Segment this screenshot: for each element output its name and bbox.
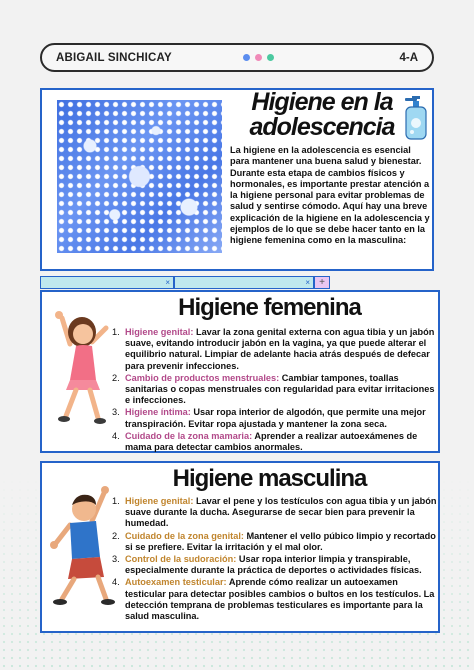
list-item: 2. Cuidado de la zona genital: Mantener el vello púbico limpio y recortado si se prefiere. Evitar la irritación y el mal olor. (112, 530, 436, 552)
item-text: Aprender a realizar autoexámenes de mama para detectar cambios anormales. (125, 430, 418, 453)
tab-1 (40, 276, 174, 289)
grade-label: 4-A (399, 52, 418, 64)
female-hygiene-list (110, 327, 438, 454)
item-label: Control de la sudoración: (125, 554, 237, 565)
student-name: ABIGAIL SINCHICAY (56, 52, 172, 64)
male-hygiene-section (40, 461, 440, 633)
item-text: Mantener el vello púbico limpio y recortado si se prefiere. Evitar la irritación y el mal olor. (125, 530, 436, 552)
item-label: Cuidado de la zona genital: (125, 530, 244, 541)
item-label: Autoexamen testicular: (125, 577, 227, 588)
soap-bottle-icon (402, 96, 428, 140)
intro-title: Higiene en la adolescencia (249, 88, 395, 141)
item-text: Usar ropa interior de algodón, que permite una mejor transpiración. Evitar ropa ajustada y mantener la zona seca. (125, 407, 426, 429)
item-label: Cuidado de la zona mamaria: (125, 430, 253, 441)
dot-blue (243, 54, 250, 61)
male-section-title: Higiene masculina (172, 465, 367, 492)
close-icon: × (165, 278, 170, 287)
male-hygiene-list (110, 496, 438, 623)
list-item: 3. Control de la sudoración: Usar ropa interior limpia y transpirable, especialmente durante la práctica de deportes o actividades físicas. (112, 554, 422, 576)
boy-illustration (46, 481, 118, 611)
item-label: Higiene íntima: (125, 407, 191, 418)
list-item: 1. Higiene genital: Lavar la zona genital externa con agua tibia y un jabón suave, evitando introducir jabón en la vagina, ya que puede alterar el equilibrio natural. Limpiar de adelante hacia atrás después de defecar para prevenir infecciones. (112, 327, 435, 371)
tab-2 (174, 276, 314, 289)
list-item: 4. Cuidado de la zona mamaria: Aprender a realizar autoexámenes de mama para detectar cambios anormales. (112, 430, 418, 453)
item-label: Higiene genital: (125, 496, 194, 506)
female-section-title: Higiene femenina (178, 294, 361, 321)
intro-paragraph: La higiene en la adolescencia es esencial para mantener una buena salud y bienestar. Durante esta etapa de cambios físicos y hormonales, es importante prestar atención a la higiene personal para evitar problemas de salud y sentirse cómodo. Aquí hay una breve explicación de la higiene en la adolescencia y ejemplos de lo que se debe hacer tanto en la higiene femenina como en la masculina: (230, 145, 430, 246)
item-label: Cambio de productos menstruales: (125, 372, 280, 383)
list-item: 3. Higiene íntima: Usar ropa interior de algodón, que permite una mejor transpiración. Evitar ropa ajustada y mantener la zona seca. (112, 407, 426, 429)
dot-pink (255, 54, 262, 61)
decorative-tab-bar (40, 276, 330, 289)
item-text: Usar ropa interior limpia y transpirable, especialmente durante la práctica de deportes o actividades físicas. (125, 554, 422, 576)
list-item: 1. Higiene genital: Lavar el pene y los testículos con agua tibia y un jabón suave durante la ducha. Asegurarse de secar bien para prevenir la humedad. (112, 496, 437, 529)
female-hygiene-section (40, 290, 440, 453)
add-tab (314, 276, 330, 289)
dot-green (267, 54, 274, 61)
header-bar (40, 43, 434, 72)
item-label: Higiene genital: (125, 327, 194, 337)
close-icon: × (305, 278, 310, 287)
intro-section (40, 88, 434, 271)
girl-illustration (48, 298, 112, 430)
soap-bubbles-image (57, 100, 222, 253)
item-text: Aprende cómo realizar un autoexamen testicular para detectar posibles cambios o bultos en los testículos. La detección temprana de problemas testiculares es importante para la salud masculina. (125, 577, 435, 622)
list-item: 4. Autoexamen testicular: Aprende cómo realizar un autoexamen testicular para detectar posibles cambios o bultos en los testículos. La detección temprana de problemas testiculares es importante para la salud masculina. (112, 577, 435, 622)
plus-icon: + (319, 277, 325, 288)
list-item: 2. Cambio de productos menstruales: Cambiar tampones, toallas sanitarias o copas menstruales con regularidad para evitar irritaciones e infecciones. (112, 372, 435, 406)
item-text: Lavar la zona genital externa con agua tibia y un jabón suave, evitando introducir jabón en la vagina, ya que puede alterar el equilibrio natural. Limpiar de adelante hacia atrás después de defecar para prevenir infecciones. (125, 327, 435, 371)
item-text: Cambiar tampones, toallas sanitarias o copas menstruales con regularidad para evitar irritaciones e infecciones. (125, 372, 435, 406)
item-text: Lavar el pene y los testículos con agua tibia y un jabón suave durante la ducha. Asegurarse de secar bien para prevenir la humedad. (125, 496, 437, 529)
window-dots (243, 54, 274, 61)
